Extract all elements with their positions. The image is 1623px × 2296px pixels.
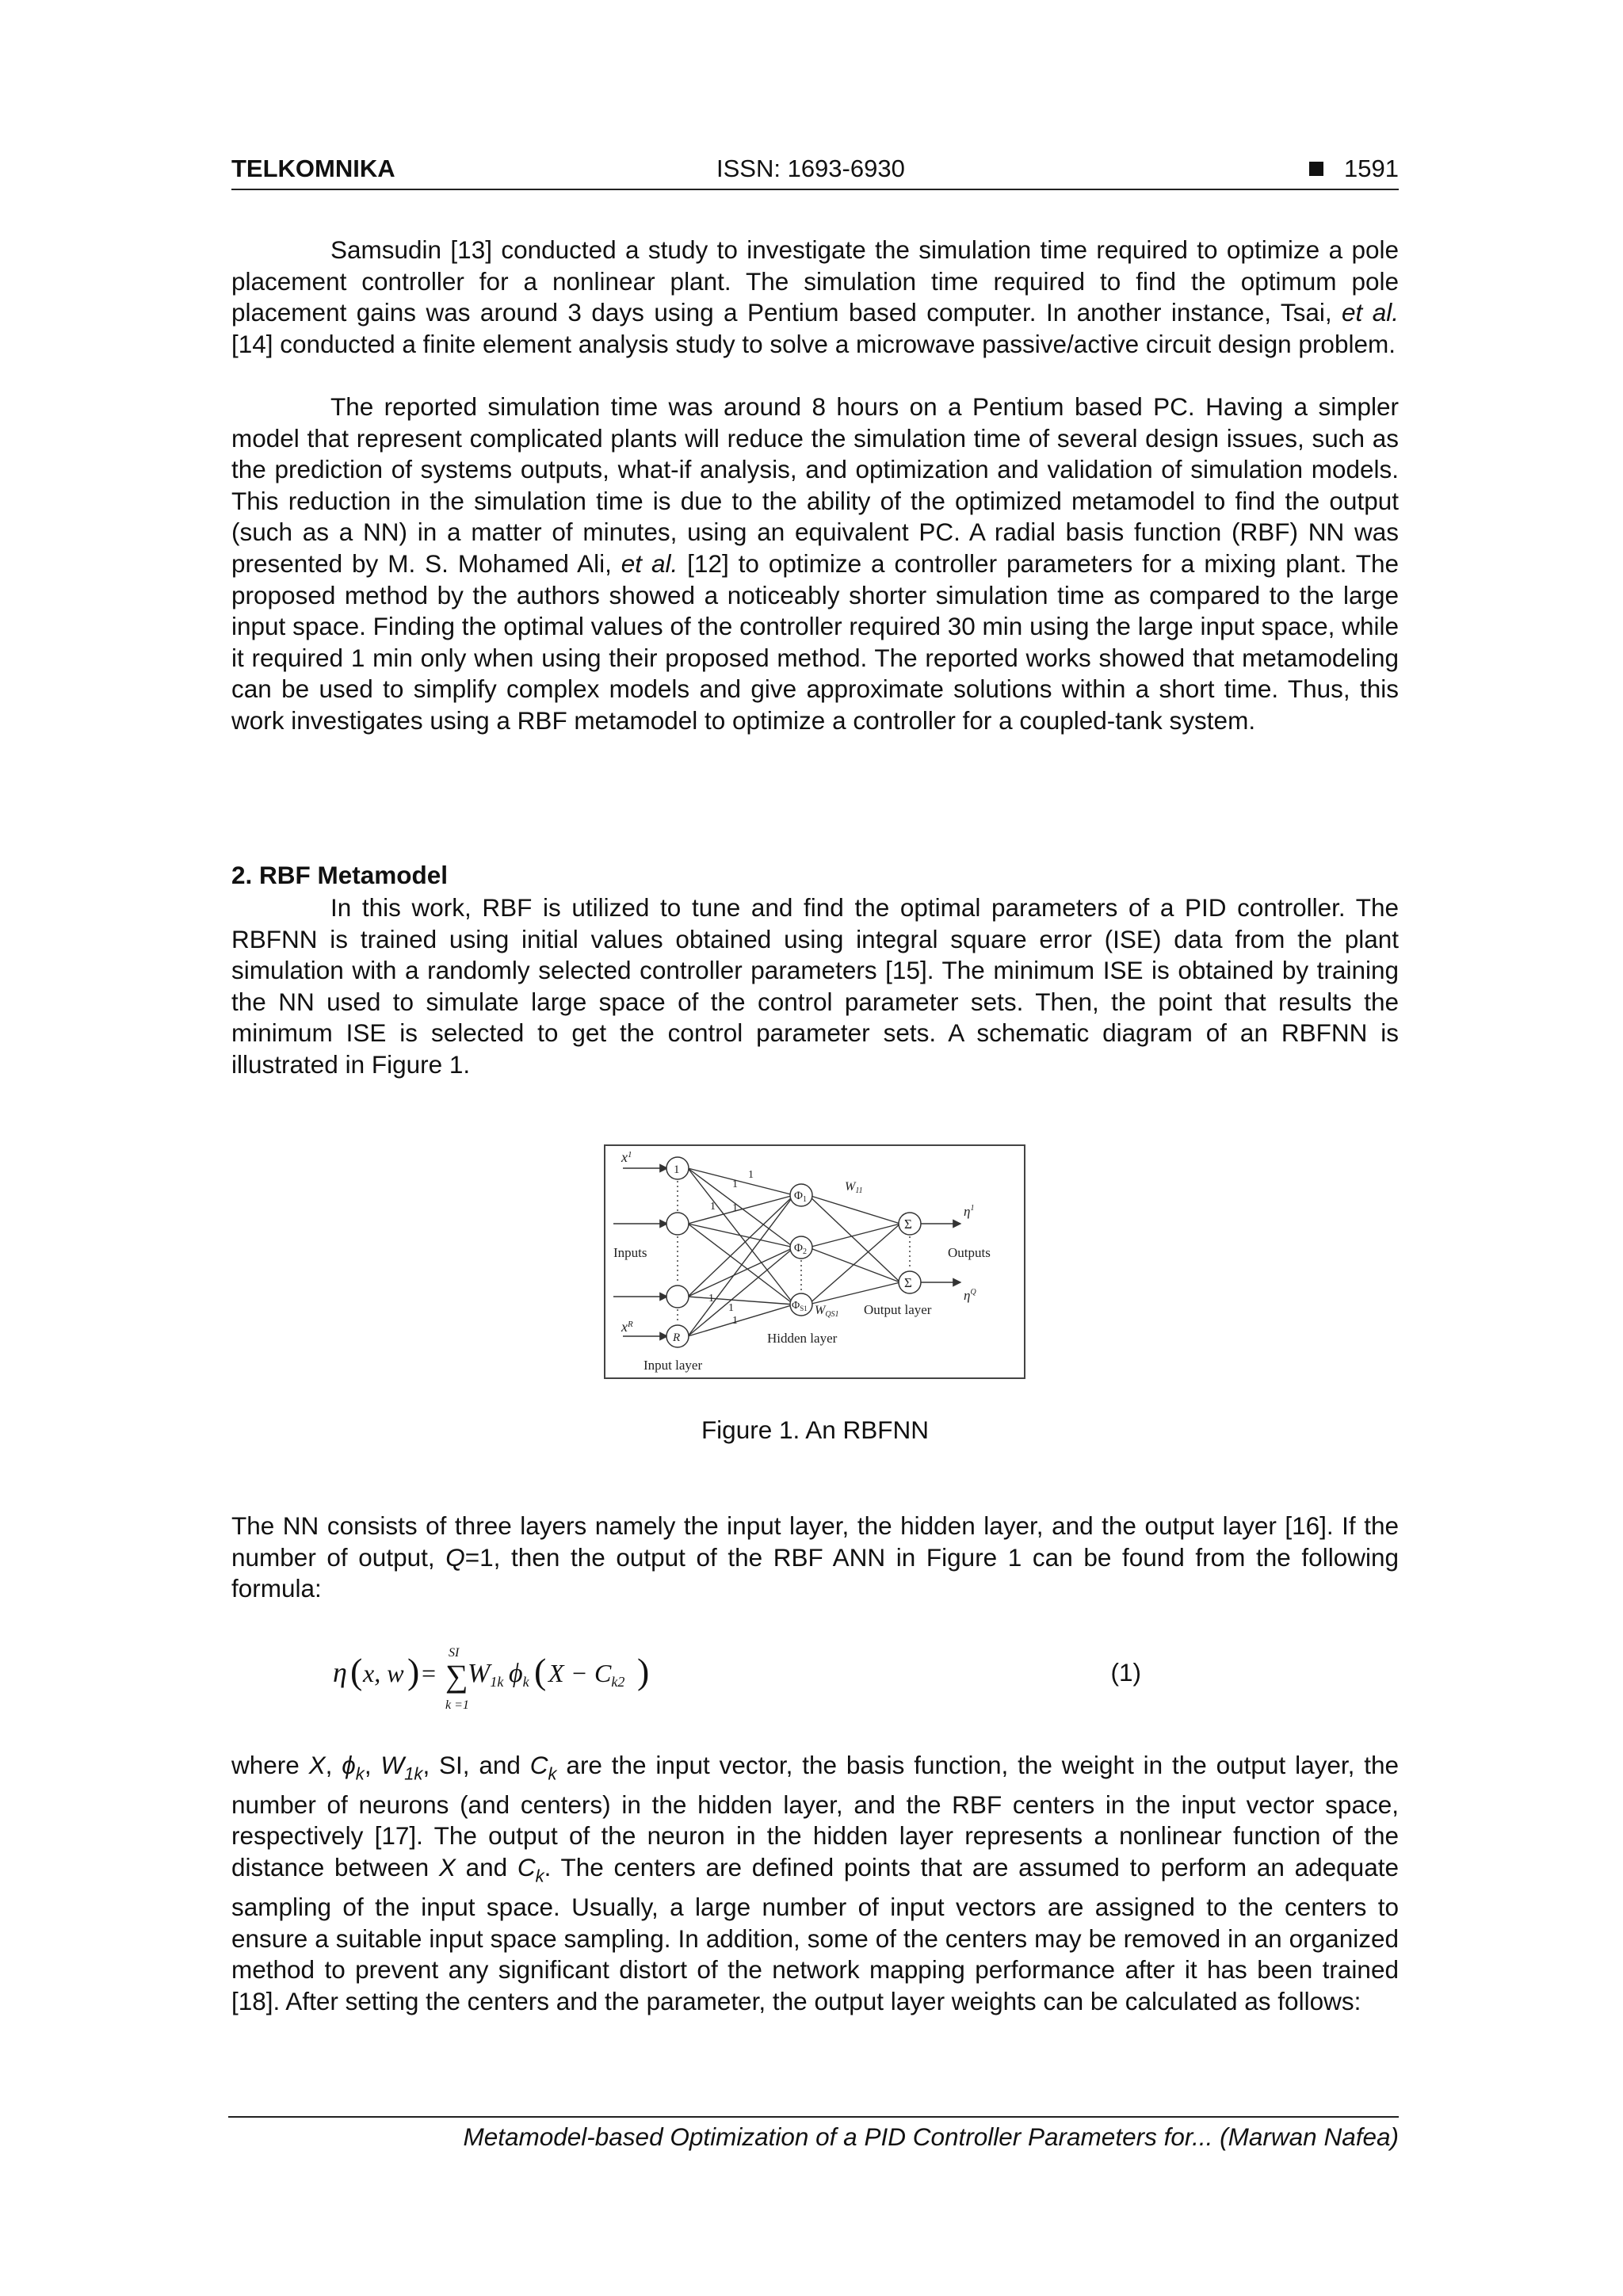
weight-one-7: 1 (732, 1315, 738, 1327)
label-hidden-layer: Hidden layer (767, 1331, 838, 1346)
equation-1 (333, 1633, 1141, 1720)
para4-t5: are the input vector, the basis function, the weight in the output layer, the number of neurons (and centers) in the hidden layer, and the RBF centers in the input vector space, respectively [17]. The output of the neuron in the hidden layer represents a nonlinear function of the distance between (231, 1751, 1399, 1882)
wQS1-label: WQS1 (815, 1304, 839, 1319)
eq-equals: = (422, 1659, 437, 1687)
etaQ-label: $\eta^Q$ (964, 1288, 976, 1303)
journal-name: TELKOMNIKA (231, 155, 395, 182)
paragraph-4 (231, 1750, 1399, 2017)
para3-text-b: =1, then the output of the RBF ANN in Figure 1 can be found from the following formula: (231, 1542, 1399, 1603)
weight-one-5: 1 (708, 1293, 714, 1305)
eq-paren-close-2: ) (637, 1651, 650, 1691)
header-rule (231, 189, 1399, 190)
equation-number: (1) (1110, 1658, 1141, 1687)
phiS1-label: $\Phi_{S1}$ (792, 1300, 808, 1312)
para4-t1: where (231, 1751, 309, 1779)
weight-one-2: 1 (732, 1179, 738, 1190)
para4-c2-sub: k (535, 1866, 544, 1886)
para4-c2: C (517, 1853, 536, 1882)
eq-sum-bottom: k =1 (445, 1698, 469, 1712)
eq-w: W1k (468, 1659, 504, 1690)
para2-text-a: The reported simulation time was around 8 hours on a Pentium based PC. Having a simpler model that represent complicated plants will reduce the simulation time of several design issues, such as the prediction of systems outputs, what-if analysis, and optimization and validation of simulation models. This reduction in the simulation time is due to the ability of the optimized metamodel to find the output (such as a NN) in a matter of minutes, using an equivalent PC. A radial basis function (RBF) NN was presented by M. S. Mohamed Ali, (231, 392, 1399, 578)
section-2-paragraph (231, 892, 1399, 1081)
figure-caption: Figure 1. An RBFNN (701, 1415, 930, 1444)
label-inputs: Inputs (613, 1245, 647, 1260)
label-input-layer: Input layer (643, 1358, 703, 1373)
label-outputs: Outputs (948, 1245, 991, 1260)
weight-one-1: 1 (748, 1169, 754, 1181)
para4-w: W (380, 1751, 405, 1779)
input-hidden-connections (688, 1168, 794, 1336)
para2-etal: et al. (621, 548, 678, 578)
paragraph-2 (231, 392, 1399, 737)
eq-x: X (548, 1659, 564, 1687)
para1-text-b: [14] conducted a finite element analysis study to solve a microwave passive/active circuit design problem. (231, 329, 1396, 358)
eq-sum-top: SI (449, 1646, 460, 1660)
paragraph-3 (231, 1511, 1399, 1605)
eq-sum-sign: ∑ (445, 1658, 468, 1694)
para3-text-a: The NN consists of three layers namely the input layer, the hidden layer, and the output layer [16]. If the number of output, (231, 1511, 1399, 1572)
para4-x2: X (438, 1853, 456, 1882)
para4-t7: . The centers are defined points that are assumed to perform an adequate sampling of the input space. Usually, a large number of input vectors are assigned to the centers to ensure a suitable input space sampling. In addition, some of the centers may be removed in an organized method to prevent any significant distort of the network mapping performance after it has been trained [18]. After setting the centers and the parameter, the output layer weights can be calculated as follows: (231, 1853, 1399, 2015)
square-bullet-icon (1309, 162, 1323, 176)
section-title: 2. RBF Metamodel (231, 861, 449, 889)
eta1-label: $\eta^1$ (964, 1204, 975, 1219)
page-header (231, 155, 1399, 189)
weight-one-6: 1 (728, 1302, 734, 1314)
footer-rule (228, 2116, 1399, 2118)
para1-text-a: Samsudin [13] conducted a study to investigate the simulation time required to optimize a pole placement controller for a nonlinear plant. The simulation time required to find the optimum pole placement gains was around 3 days using a Pentium based computer. In another instance, Tsai, (231, 235, 1399, 327)
label-output-layer: Output layer (864, 1302, 932, 1317)
para4-c: C (529, 1751, 548, 1779)
para2-text-b: [12] to optimize a controller parameters for a mixing plant. The proposed method by the authors showed a noticeably shorter simulation time as compared to the large input space. Finding the optimal values of the controller required 30 min using the large input space, while it required 1 min only when using their proposed method. The reported works showed that metamodeling can be used to simplify complex models and give approximate solutions within a short time. Thus, this work investigates using a RBF metamodel to optimize a controller for a coupled-tank system. (231, 548, 1399, 735)
para4-x: X (308, 1751, 326, 1779)
rbfnn-diagram (605, 1146, 1024, 1377)
rbfnn-figure (604, 1144, 1025, 1379)
section-2-text: In this work, RBF is utilized to tune and find the optimal parameters of a PID controller. The RBFNN is trained using initial values obtained using integral square error (ISE) data from the plant simulation with a randomly selected controller parameters [15]. The minimum ISE is obtained by training the NN used to simulate large space of the control parameter sets. Then, the point that results the minimum ISE is selected to get the control parameter sets. A schematic diagram of an RBFNN is illustrated in Figure 1. (231, 893, 1399, 1079)
eq-args: x, w (363, 1659, 404, 1687)
para4-c-sub: k (548, 1763, 557, 1784)
eq-c: Ck2 (594, 1659, 625, 1690)
label-x1: $x^1$ (621, 1149, 632, 1165)
eq-paren-close: ) (407, 1651, 420, 1691)
hidden-output-connections (808, 1195, 900, 1305)
para4-phi-sub: k (355, 1763, 365, 1784)
w11-label: W11 (845, 1180, 863, 1195)
paragraph-1 (231, 235, 1399, 360)
issn: ISSN: 1693-6930 (716, 155, 905, 182)
page-number: 1591 (1344, 155, 1399, 182)
para4-phi: ϕ (342, 1751, 356, 1779)
para4-t6: and (455, 1853, 517, 1882)
node-label-R: R (673, 1331, 681, 1344)
para4-t4: , SI, and (422, 1751, 530, 1779)
input-node-2 (666, 1213, 689, 1235)
eq-minus: − (572, 1659, 587, 1687)
para4-w-sub: 1k (404, 1763, 423, 1784)
eq-phi: ϕk (509, 1659, 529, 1690)
node-label-1: 1 (674, 1163, 680, 1176)
running-title: Metamodel-based Optimization of a PID Controller Parameters for... (Marwan Nafea) (463, 2122, 1399, 2151)
para1-etal: et al. (1342, 298, 1399, 327)
eq-eta: η (333, 1656, 347, 1688)
equation-formula (333, 1633, 666, 1720)
eq-paren-open: ( (350, 1651, 363, 1691)
eq-paren-open-2: ( (534, 1651, 547, 1691)
phi2-label: $\Phi_2$ (794, 1242, 807, 1256)
page-number-group (1309, 155, 1399, 183)
para3-q: Q (445, 1542, 465, 1572)
sum-label-2: Σ (904, 1275, 912, 1290)
weight-one-3: 1 (710, 1201, 716, 1213)
phi1-label: $\Phi_1$ (794, 1190, 807, 1204)
weight-one-4: 1 (732, 1202, 738, 1214)
sum-label-1: Σ (904, 1217, 912, 1232)
label-xR: $x^R$ (621, 1319, 633, 1335)
para4-t3: , (364, 1751, 381, 1779)
para4-t2: , (325, 1751, 342, 1779)
input-node-3 (666, 1286, 689, 1308)
